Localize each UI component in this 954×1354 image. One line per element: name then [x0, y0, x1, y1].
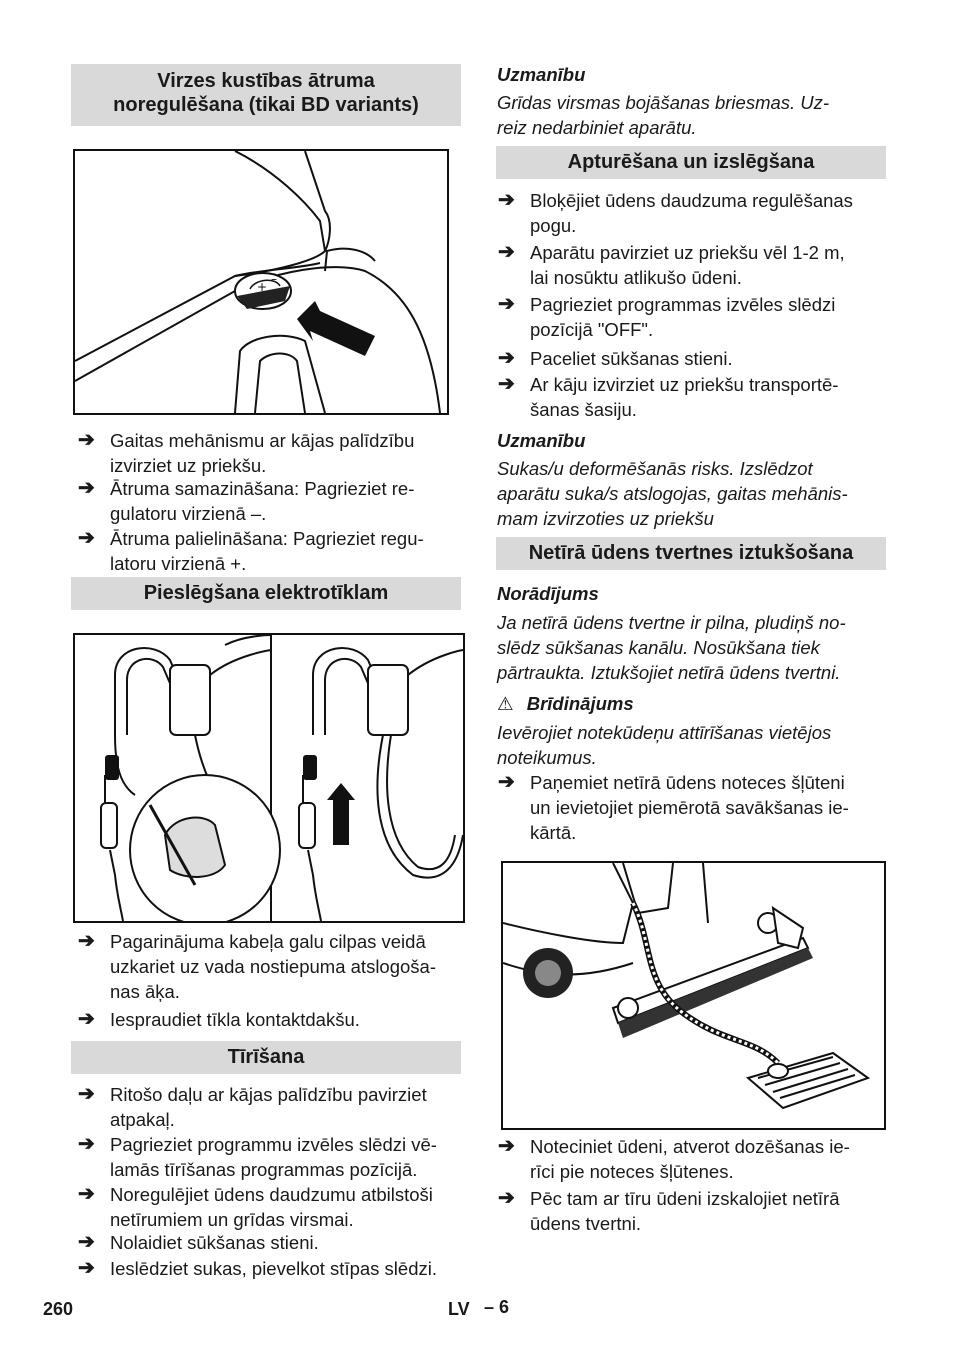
heading-text: Pieslēgšana elektrotīklam: [143, 582, 389, 604]
text-line: slēdz sūkšanas kanālu. Nosūkšana tiek: [497, 637, 820, 658]
list-item-text: [110, 1182, 458, 1232]
section-heading-cleaning: [71, 1041, 461, 1074]
list-item: [78, 1230, 458, 1255]
text-line: kārtā.: [530, 822, 577, 843]
text-line: uzkariet uz vada nostiepuma atslogoša-: [110, 956, 436, 977]
list-item-text: [110, 929, 458, 1004]
mains-connection-illustration: [75, 635, 463, 921]
list-item: [498, 292, 888, 342]
warning-title: [497, 691, 634, 716]
list-item-text: [530, 188, 888, 238]
text-line: latoru virzienā +.: [110, 553, 247, 574]
arrow-right-icon: ➔: [78, 930, 95, 952]
svg-text:–: –: [271, 272, 277, 286]
list-item-text: [530, 346, 888, 371]
text-line: un ievietojiet piemērotā savākšanas ie-: [530, 797, 849, 818]
svg-text:+: +: [257, 280, 268, 294]
text-line: Bloķējiet ūdens daudzuma regulēšanas: [530, 190, 853, 211]
text-line: Noteciniet ūdeni, atverot dozēšanas ie-: [530, 1136, 850, 1157]
list-item-text: [110, 1132, 458, 1182]
figure-drain-hose: [501, 861, 886, 1130]
arrow-right-icon: ➔: [498, 1135, 515, 1157]
arrow-right-icon: ➔: [78, 1008, 95, 1030]
warning-text: [497, 720, 917, 770]
arrow-right-icon: ➔: [78, 1083, 95, 1105]
text-line: noteikumus.: [497, 747, 597, 768]
text-line: Paņemiet netīrā ūdens noteces šļūteni: [530, 772, 845, 793]
list-item-text: [530, 1186, 888, 1236]
text-line: nas āķa.: [110, 981, 180, 1002]
section-heading-drain: [496, 537, 886, 570]
text-line: Noregulējiet ūdens daudzumu atbilstoši: [110, 1184, 433, 1205]
arrow-right-icon: ➔: [498, 189, 515, 211]
caution-text: [497, 456, 917, 531]
text-line: Pēc tam ar tīru ūdeni izskalojiet netīrā: [530, 1188, 840, 1209]
arrow-right-icon: ➔: [498, 1187, 515, 1209]
note-title: Norādījums: [497, 583, 599, 604]
arrow-right-icon: ➔: [498, 771, 515, 793]
list-item-text: [110, 476, 458, 526]
list-item: [78, 1007, 458, 1032]
text-line: pozīcijā "OFF".: [530, 319, 654, 340]
list-item-text: [530, 372, 888, 422]
list-item-text: [110, 1256, 458, 1281]
list-item-text: [530, 292, 888, 342]
text-line: lai nosūktu atlikušo ūdeni.: [530, 267, 742, 288]
figure-mains-connection: [73, 633, 465, 923]
text-line: gulatoru virzienā –.: [110, 503, 267, 524]
list-item: [78, 1256, 458, 1281]
list-item-text: [110, 1082, 458, 1132]
arrow-right-icon: ➔: [78, 429, 95, 451]
warning-title-text: Brīdinājums: [526, 693, 634, 714]
text-line: netīrumiem un grīdas virsmai.: [110, 1209, 354, 1230]
arrow-right-icon: ➔: [498, 347, 515, 369]
section-heading-speed: [71, 64, 461, 126]
list-item: [78, 526, 458, 576]
list-item: [498, 372, 888, 422]
heading-line: Virzes kustības ātruma: [157, 70, 375, 92]
text-line: Ritošo daļu ar kājas palīdzību pavirziet: [110, 1084, 427, 1105]
text-line: Ātruma samazināšana: Pagrieziet re-: [110, 478, 415, 499]
arrow-right-icon: ➔: [498, 241, 515, 263]
text-line: Pagrieziet programmu izvēles slēdzi vē-: [110, 1134, 437, 1155]
text-line: šanas šasiju.: [530, 399, 637, 420]
list-item-text: [110, 526, 458, 576]
text-line: mam izvirzoties uz priekšu: [497, 508, 714, 529]
heading-text: Netīrā ūdens tvertnes iztukšošana: [528, 542, 854, 564]
text-line: Sukas/u deformēšanās risks. Izslēdzot: [497, 458, 813, 479]
text-line: Pagarinājuma kabeļa galu cilpas veidā: [110, 931, 426, 952]
list-item-text: [110, 428, 458, 478]
list-item: [498, 240, 888, 290]
text-line: Gaitas mehānismu ar kājas palīdzību: [110, 430, 415, 451]
text-line: ūdens tvertni.: [530, 1213, 642, 1234]
text-line: pogu.: [530, 215, 577, 236]
arrow-right-icon: ➔: [78, 1257, 95, 1279]
language-code: LV: [448, 1299, 470, 1319]
list-item: [78, 1082, 458, 1132]
arrow-right-icon: ➔: [78, 1231, 95, 1253]
list-item: [78, 476, 458, 526]
text-line: Nolaidiet sūkšanas stieni.: [110, 1232, 319, 1253]
text-line: reiz nedarbiniet aparātu.: [497, 117, 697, 138]
text-line: Ja netīrā ūdens tvertne ir pilna, pludiņš no-: [497, 612, 846, 633]
speed-regulator-illustration: [75, 151, 447, 413]
list-item: [78, 1132, 458, 1182]
section-heading-stop: [496, 146, 886, 179]
list-item: [498, 1134, 888, 1184]
text-line: Ieslēdziet sukas, pievelkot stīpas slēdzi.: [110, 1258, 437, 1279]
text-line: Ievērojiet notekūdeņu attīrīšanas vietējos: [497, 722, 832, 743]
text-line: Aparātu pavirziet uz priekšu vēl 1-2 m,: [530, 242, 845, 263]
page-subnumber: – 6: [484, 1297, 510, 1317]
warning-icon: ⚠: [497, 693, 514, 714]
text-line: pārtraukta. Iztukšojiet netīrā ūdens tvertni.: [497, 662, 841, 683]
section-heading-mains: [71, 577, 461, 610]
arrow-right-icon: ➔: [78, 477, 95, 499]
list-item-text: [530, 770, 888, 845]
caution-title: Uzmanību: [497, 430, 586, 451]
heading-line: noregulēšana (tikai BD variants): [113, 94, 419, 116]
arrow-right-icon: ➔: [498, 293, 515, 315]
list-item: [78, 428, 458, 478]
text-line: Ar kāju izvirziet uz priekšu transportē-: [530, 374, 839, 395]
arrow-right-icon: ➔: [78, 1133, 95, 1155]
text-line: Iespraudiet tīkla kontaktdakšu.: [110, 1009, 360, 1030]
note-text: [497, 610, 917, 685]
caution-title: Uzmanību: [497, 64, 586, 85]
text-line: aparātu suka/s atslogojas, gaitas mehānis-: [497, 483, 848, 504]
arrow-right-icon: ➔: [498, 373, 515, 395]
heading-text: Tīrīšana: [227, 1046, 305, 1068]
figure-speed-regulator: [73, 149, 449, 415]
text-line: Grīdas virsmas bojāšanas briesmas. Uz-: [497, 92, 830, 113]
text-line: Pagrieziet programmas izvēles slēdzi: [530, 294, 836, 315]
list-item-text: [110, 1007, 458, 1032]
heading-text: Apturēšana un izslēgšana: [567, 151, 815, 173]
list-item: [498, 1186, 888, 1236]
list-item-text: [530, 1134, 888, 1184]
list-item-text: [530, 240, 888, 290]
list-item: [78, 929, 458, 1004]
text-line: Ātruma palielināšana: Pagrieziet regu-: [110, 528, 424, 549]
list-item: [498, 770, 888, 845]
arrow-right-icon: ➔: [78, 1183, 95, 1205]
caution-text: [497, 90, 897, 140]
list-item-text: [110, 1230, 458, 1255]
list-item: [498, 188, 888, 238]
list-item: [78, 1182, 458, 1232]
arrow-right-icon: ➔: [78, 527, 95, 549]
text-line: lamās tīrīšanas programmas pozīcijā.: [110, 1159, 418, 1180]
text-line: atpakaļ.: [110, 1109, 175, 1130]
text-line: Paceliet sūkšanas stieni.: [530, 348, 733, 369]
text-line: izvirziet uz priekšu.: [110, 455, 267, 476]
text-line: rīci pie noteces šļūtenes.: [530, 1161, 734, 1182]
list-item: [498, 346, 888, 371]
drain-hose-illustration: [503, 863, 884, 1128]
page-number: 260: [43, 1299, 74, 1319]
